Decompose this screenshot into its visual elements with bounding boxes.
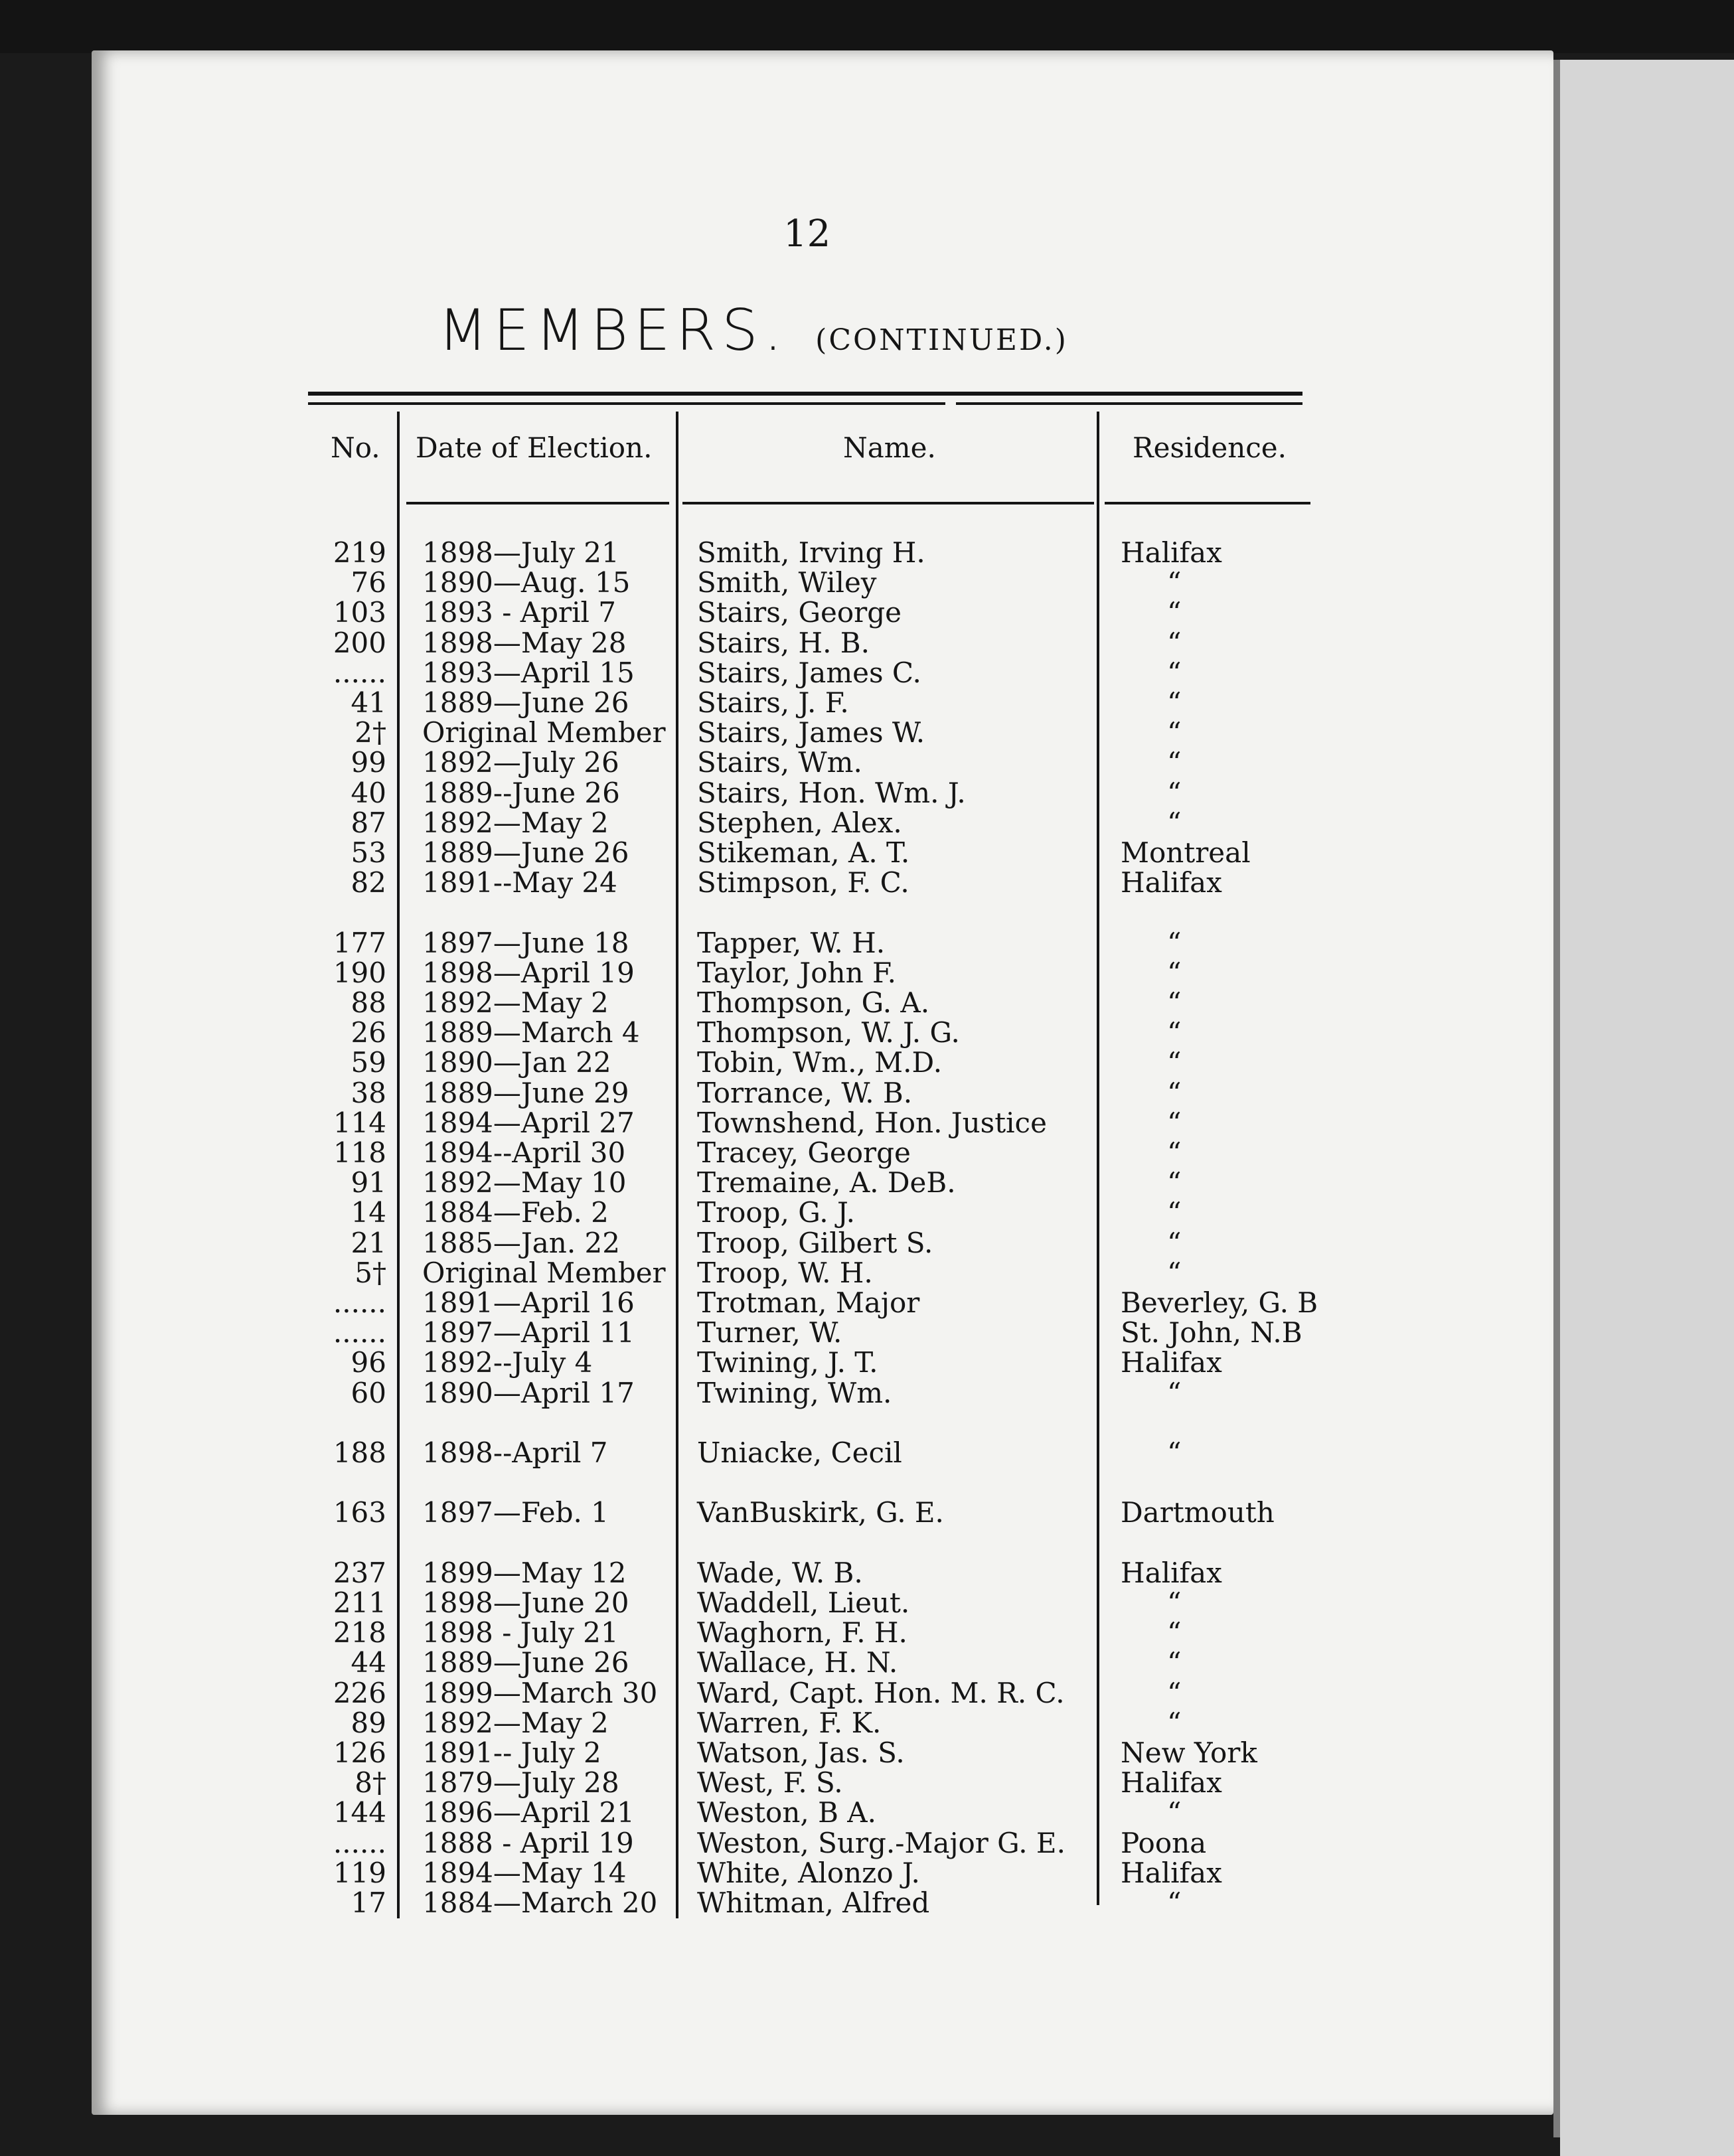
member-name: Smith, Wiley: [697, 566, 877, 599]
member-election-date: 1894—May 14: [422, 1856, 627, 1889]
member-name: Ward, Capt. Hon. M. R. C.: [697, 1676, 1065, 1709]
member-number: 8†: [355, 1766, 386, 1800]
member-residence: “: [1167, 1706, 1182, 1739]
member-election-date: 1892--July 4: [422, 1346, 593, 1379]
member-number: 82: [351, 866, 386, 899]
member-residence: New York: [1121, 1736, 1257, 1769]
member-election-date: 1894—April 27: [422, 1106, 635, 1139]
member-name: Stairs, Hon. Wm. J.: [697, 776, 966, 809]
column-header-underline-name: [682, 502, 1094, 504]
member-number: ......: [333, 656, 386, 689]
header-rule-bottom-right: [956, 402, 1302, 405]
member-name: Torrance, W. B.: [697, 1076, 913, 1109]
member-name: West, F. S.: [697, 1766, 843, 1800]
member-name: Stimpson, F. C.: [697, 866, 909, 899]
book-spine: [1553, 60, 1560, 2137]
member-number: 53: [351, 836, 386, 869]
member-election-date: 1896—April 21: [422, 1796, 635, 1829]
column-header-name: Name.: [843, 431, 936, 464]
member-name: Twining, J. T.: [697, 1346, 878, 1379]
member-election-date: 1889—June 29: [422, 1076, 629, 1109]
member-number: 44: [351, 1646, 386, 1679]
member-number: 188: [333, 1436, 386, 1469]
member-residence: “: [1167, 986, 1182, 1019]
member-name: Wade, W. B.: [697, 1556, 863, 1589]
member-number: 41: [351, 686, 386, 719]
member-election-date: 1898—June 20: [422, 1586, 629, 1619]
member-residence: “: [1167, 1106, 1182, 1139]
member-election-date: 1879—July 28: [422, 1766, 619, 1800]
member-election-date: 1899—March 30: [422, 1676, 658, 1709]
member-residence: “: [1167, 1016, 1182, 1049]
member-election-date: 1888 - April 19: [422, 1826, 634, 1859]
member-residence: “: [1167, 1887, 1182, 1919]
member-residence: Poona: [1121, 1826, 1207, 1859]
member-residence: “: [1167, 1196, 1182, 1229]
member-number: 59: [351, 1046, 386, 1079]
member-residence: “: [1167, 1046, 1182, 1079]
member-residence: St. John, N.B: [1121, 1316, 1302, 1349]
page-title: [438, 297, 1068, 364]
member-number: 211: [333, 1586, 386, 1619]
member-name: Wallace, H. N.: [697, 1646, 898, 1679]
member-residence: “: [1167, 1376, 1182, 1409]
member-residence: “: [1167, 1076, 1182, 1109]
member-election-date: Original Member: [422, 716, 666, 749]
member-number: 126: [333, 1736, 386, 1769]
member-name: Stairs, J. F.: [697, 686, 849, 719]
member-residence: “: [1167, 1616, 1182, 1650]
member-residence: “: [1167, 776, 1182, 809]
member-election-date: 1898—May 28: [422, 626, 627, 659]
title-main: MEMBERS.: [438, 297, 789, 364]
column-header-underline-date: [406, 502, 669, 504]
member-number: 96: [351, 1346, 386, 1379]
member-election-date: 1889--June 26: [422, 776, 620, 809]
member-name: Uniacke, Cecil: [697, 1436, 902, 1469]
member-number: 190: [333, 956, 386, 989]
member-number: 17: [351, 1887, 386, 1919]
member-number: 87: [351, 806, 386, 839]
member-name: Turner, W.: [697, 1316, 842, 1349]
member-number: 119: [333, 1856, 386, 1889]
member-residence: “: [1167, 1166, 1182, 1199]
member-election-date: 1889—June 26: [422, 836, 629, 869]
scan-background: [0, 0, 1734, 53]
member-name: Stikeman, A. T.: [697, 836, 910, 869]
member-residence: Halifax: [1121, 1856, 1222, 1889]
member-residence: “: [1167, 566, 1182, 599]
member-election-date: 1892—May 2: [422, 986, 609, 1019]
member-number: 218: [333, 1616, 386, 1650]
member-name: Tracey, George: [697, 1136, 911, 1169]
member-number: 99: [351, 746, 386, 779]
member-election-date: 1891—April 16: [422, 1286, 635, 1319]
member-number: 40: [351, 776, 386, 809]
member-name: Thompson, G. A.: [697, 986, 930, 1019]
member-election-date: 1892—May 2: [422, 1706, 609, 1739]
member-residence: “: [1167, 1136, 1182, 1169]
member-name: Waddell, Lieut.: [697, 1586, 910, 1619]
column-divider-1: [397, 412, 400, 1918]
member-residence: Beverley, G. B: [1121, 1286, 1318, 1319]
column-header-no: No.: [331, 431, 380, 464]
member-residence: “: [1167, 626, 1182, 659]
member-residence: “: [1167, 1796, 1182, 1829]
member-name: Weston, B A.: [697, 1796, 876, 1829]
member-number: 118: [333, 1136, 386, 1169]
member-election-date: 1884—Feb. 2: [422, 1196, 609, 1229]
member-election-date: 1897—April 11: [422, 1316, 635, 1349]
member-residence: “: [1167, 1646, 1182, 1679]
member-residence: “: [1167, 926, 1182, 959]
member-name: Watson, Jas. S.: [697, 1736, 905, 1769]
member-name: Troop, G. J.: [697, 1196, 855, 1229]
member-name: Twining, Wm.: [697, 1376, 892, 1409]
member-residence: Halifax: [1121, 866, 1222, 899]
column-divider-3: [1097, 412, 1099, 1905]
member-number: ......: [333, 1286, 386, 1319]
column-divider-2: [676, 412, 678, 1918]
member-name: Troop, W. H.: [697, 1256, 873, 1289]
member-residence: “: [1167, 1436, 1182, 1469]
title-continued: (CONTINUED.): [815, 323, 1068, 357]
member-number: 2†: [355, 716, 386, 749]
member-number: ......: [333, 1316, 386, 1349]
member-number: 14: [351, 1196, 386, 1229]
member-name: Townshend, Hon. Justice: [697, 1106, 1047, 1139]
member-election-date: 1889—June 26: [422, 686, 629, 719]
facing-page-edge: [1560, 60, 1734, 2156]
member-residence: “: [1167, 1676, 1182, 1709]
member-number: 91: [351, 1166, 386, 1199]
member-number: 38: [351, 1076, 386, 1109]
member-name: Waghorn, F. H.: [697, 1616, 907, 1650]
member-number: 88: [351, 986, 386, 1019]
member-election-date: 1893—April 15: [422, 656, 635, 689]
member-name: Stairs, Wm.: [697, 746, 862, 779]
member-name: Taylor, John F.: [697, 956, 896, 989]
member-residence: “: [1167, 806, 1182, 839]
member-name: Troop, Gilbert S.: [697, 1226, 933, 1259]
member-name: Tobin, Wm., M.D.: [697, 1046, 943, 1079]
member-number: 103: [333, 596, 386, 629]
member-name: Stephen, Alex.: [697, 806, 902, 839]
member-election-date: 1884—March 20: [422, 1887, 658, 1919]
member-election-date: 1885—Jan. 22: [422, 1226, 620, 1259]
member-name: Stairs, H. B.: [697, 626, 870, 659]
member-residence: Montreal: [1121, 836, 1251, 869]
member-election-date: 1892—May 10: [422, 1166, 627, 1199]
member-election-date: 1893 - April 7: [422, 596, 617, 629]
column-header-residence: Residence.: [1133, 431, 1287, 464]
member-election-date: Original Member: [422, 1256, 666, 1289]
member-election-date: 1890—Aug. 15: [422, 566, 631, 599]
member-name: Smith, Irving H.: [697, 536, 925, 569]
member-residence: Halifax: [1121, 536, 1222, 569]
member-number: 60: [351, 1376, 386, 1409]
member-name: Tremaine, A. DeB.: [697, 1166, 956, 1199]
member-number: 144: [333, 1796, 386, 1829]
member-election-date: 1890—Jan 22: [422, 1046, 611, 1079]
member-name: Trotman, Major: [697, 1286, 920, 1319]
member-residence: “: [1167, 656, 1182, 689]
member-election-date: 1891--May 24: [422, 866, 617, 899]
member-number: 163: [333, 1496, 386, 1529]
member-residence: “: [1167, 716, 1182, 749]
member-residence: “: [1167, 1226, 1182, 1259]
member-election-date: 1898--April 7: [422, 1436, 608, 1469]
member-residence: “: [1167, 1586, 1182, 1619]
member-election-date: 1891-- July 2: [422, 1736, 601, 1769]
header-rule-bottom: [308, 402, 945, 405]
member-number: 26: [351, 1016, 386, 1049]
member-election-date: 1898 - July 21: [422, 1616, 619, 1650]
member-number: 76: [351, 566, 386, 599]
member-election-date: 1898—April 19: [422, 956, 635, 989]
member-residence: “: [1167, 596, 1182, 629]
member-name: Stairs, James W.: [697, 716, 925, 749]
member-name: Whitman, Alfred: [697, 1887, 930, 1919]
member-name: Stairs, James C.: [697, 656, 921, 689]
member-election-date: 1894--April 30: [422, 1136, 626, 1169]
header-rule-top: [308, 392, 1302, 396]
member-number: 219: [333, 536, 386, 569]
member-number: 226: [333, 1676, 386, 1709]
member-number: 177: [333, 926, 386, 959]
column-header-underline-residence: [1105, 502, 1310, 504]
member-residence: Halifax: [1121, 1346, 1222, 1379]
member-name: Warren, F. K.: [697, 1706, 882, 1739]
member-residence: Halifax: [1121, 1556, 1222, 1589]
member-number: 21: [351, 1226, 386, 1259]
page-number: 12: [783, 212, 831, 256]
member-name: White, Alonzo J.: [697, 1856, 920, 1889]
member-name: Weston, Surg.-Major G. E.: [697, 1826, 1065, 1859]
member-election-date: 1889—March 4: [422, 1016, 640, 1049]
member-residence: Dartmouth: [1121, 1496, 1275, 1529]
member-name: Stairs, George: [697, 596, 902, 629]
member-election-date: 1897—Feb. 1: [422, 1496, 609, 1529]
member-name: VanBuskirk, G. E.: [697, 1496, 944, 1529]
member-election-date: 1889—June 26: [422, 1646, 629, 1679]
member-name: Thompson, W. J. G.: [697, 1016, 960, 1049]
column-header-date: Date of Election.: [416, 431, 653, 464]
member-residence: “: [1167, 686, 1182, 719]
member-name: Tapper, W. H.: [697, 926, 886, 959]
member-number: ......: [333, 1826, 386, 1859]
member-election-date: 1899—May 12: [422, 1556, 627, 1589]
member-residence: “: [1167, 956, 1182, 989]
member-election-date: 1890—April 17: [422, 1376, 635, 1409]
member-election-date: 1897—June 18: [422, 926, 629, 959]
member-election-date: 1898—July 21: [422, 536, 619, 569]
member-number: 5†: [355, 1256, 386, 1289]
member-election-date: 1892—July 26: [422, 746, 619, 779]
member-residence: “: [1167, 1256, 1182, 1289]
member-residence: Halifax: [1121, 1766, 1222, 1800]
member-number: 89: [351, 1706, 386, 1739]
member-election-date: 1892—May 2: [422, 806, 609, 839]
member-number: 200: [333, 626, 386, 659]
member-residence: “: [1167, 746, 1182, 779]
member-number: 237: [333, 1556, 386, 1589]
member-number: 114: [333, 1106, 386, 1139]
